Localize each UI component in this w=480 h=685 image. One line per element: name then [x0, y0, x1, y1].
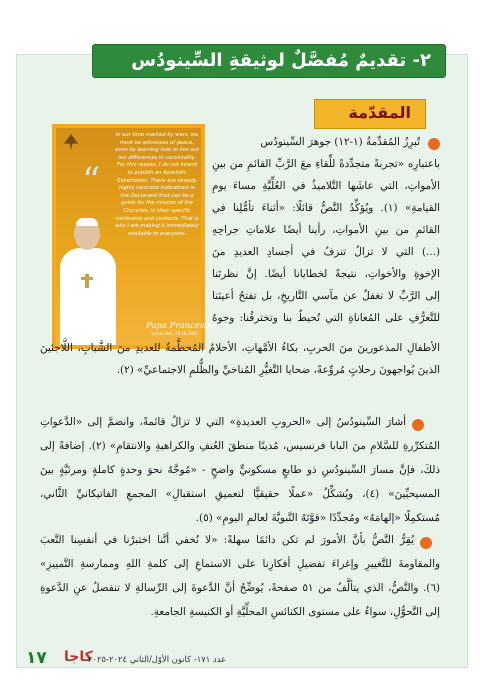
- paragraph-2-line: ذلكَ، فإنَّ مسارَ السِّينودُسِ ذو طابعٍ مسكونيٍّ واضحٍ - «مُوجَّهٌ نحوَ وحدةٍ كاملةٍ ومرئيَّةٍ بينَ: [40, 464, 440, 476]
- pope-quote-text: In our time marked by wars, we must be witnesses of peace, even by learning how to live out our differences in conviviality. For this reason, I do not intend to publish an Apostolic Exhortation. There are already highly concrete indications in the Document that can be a guide for the mission of the Churches, in their specific continents and contexts. That is why I am making it immediately available to everyone.: [115, 132, 199, 237]
- signature-caption: Synod Hall, 26.10.2024: [151, 331, 198, 336]
- paragraph-bullet-1: [428, 138, 440, 150]
- quote-card-inner: [56, 128, 215, 345]
- paragraph-3-line: يُقِرُّ النَّصُّ بأنَّ الأمورَ لم تكن دائمًا سهلةً: «لا نُخفي أنَّنا اختبرْنا في أنفسِنا التَّعبَ: [40, 534, 414, 546]
- quote-mark-icon: “: [82, 161, 101, 202]
- paragraph-3-line: والمقاومةَ للتَّغييرِ وإغراءَ تفضيلِ أفكارِنا على الاستماعِ إلى كلمةِ اللهِ وممارسةِ التَّمييزِ»: [40, 558, 440, 570]
- paragraph-1-line: الإخوةِ والأخواتِ، نتيجةً لخطايانا أيضًا. إنَّ نظرتَنا: [212, 268, 440, 280]
- dove-icon: [64, 134, 78, 150]
- paragraph-2-line: مُستكمِلًا «إلهامَهُ» ومُجدِّدًا «قوَّتَهُ النَّبويَّةَ لعالمِ اليومِ» (٥).: [195, 512, 440, 524]
- paragraph-bullet-3: [420, 537, 432, 549]
- paragraph-bullet-2: [412, 419, 424, 431]
- pope-robe: [60, 248, 116, 345]
- paragraph-1-line: (...) التي لا تزالُ تنزفُ في أجسادِ العديدِ منَ: [212, 246, 440, 258]
- paragraph-1-line: للتَّعرُّفِ على المُعاناةِ التي تُحيطُ بنا وتخترقُنا: وجوهُ: [212, 312, 440, 324]
- paragraph-1-line: تُبرِزُ المُقدِّمةُ (١-١٢) جوهرَ السِّينودُس: [260, 136, 420, 148]
- paragraph-1-line: القائمِ من بينِ الأمواتِ، رأينا أيضًا علاماتِ جراحِهِ: [212, 224, 440, 236]
- pope-cap: [76, 218, 98, 226]
- paragraph-1-line: باعتبارِه «تجربةً متجدِّدةً للِّقاءِ معَ الرَّبِّ القائمِ من بينِ: [212, 158, 440, 170]
- paragraph-1-line: الأطفالِ المذعورينَ منَ الحربِ، بكاءُ الأمَّهاتِ، الأحلامُ المُحطَّمةُ للعديدِ منَ الشَّبابِ، اللَّاجئينَ: [40, 342, 440, 354]
- pope-portrait: [56, 218, 118, 345]
- paragraph-2-line: أشارَ السِّينودُسُ إلى «الحروبِ العديدةِ» التي لا تزالُ قائمةً، وانضمَّ إلى «الدَّعواتِ: [40, 416, 406, 428]
- paragraph-3-line: إلى التَّحوُّلِ، سواءٌ على مستوى الكنائسِ المحلِّيَّةِ أو الكنيسةِ الجامعةِ.: [150, 606, 440, 618]
- pope-signature: Papa Francesco: [146, 321, 215, 331]
- paragraph-1-line: القيامةِ» (١). ويُؤكِّدُ النَّصُّ قائلًا: «أثناءَ تأمُّلِنا في: [212, 202, 440, 214]
- paragraph-3-line: (٦). والنَّصُّ، الذي يتألَّفُ من ٥١ صفحةً، يُوضِّحُ أنَّ الدَّعوةَ إلى الرِّسالةِ لا تنفصلُ عنِ الدَّعوةِ: [40, 582, 441, 594]
- pope-quote-card: [52, 124, 215, 349]
- page-footer: [22, 650, 462, 670]
- section-label-text: المقدّمة: [348, 103, 411, 122]
- page-number: ١٧: [26, 648, 47, 668]
- paragraph-2-line: المسيحيِّينَ» (٤)، ويُشكِّلُ «عملًا حقيقيًّا لتعميقِ استقبالِ» المجمعِ الفاتيكانيِّ الثَّاني،: [40, 488, 440, 500]
- page-title: ٢- تقديمٌ مُفصَّلٌ لوثيقةِ السِّينودُس: [131, 50, 431, 71]
- header-bar: [92, 44, 446, 78]
- paragraph-2-line: المُتكرِّرةِ للسَّلامِ منَ البابا فرنسيس، مُدينًا منطقَ العُنفِ والكراهيةِ والانتقامِ» (٢). إضافةً إلى: [40, 440, 440, 452]
- paragraph-1-line: الأمواتِ، التي عاشَها التَّلاميذُ في العُلِّيَّةِ مساءَ يومِ: [212, 180, 440, 192]
- pectoral-cross-icon: [85, 274, 89, 288]
- paragraph-1-line: إلى الرَّبِّ لا تغفلُ عن مآسي التَّاريخِ، بل تفتحُ أعينَنا: [212, 290, 440, 302]
- magazine-logo: كاجا: [64, 649, 93, 665]
- paragraph-1-line: الذينَ يُواجهونَ رحلاتٍ مُروِّعةً، ضحايا التَّغيُّرِ المُناخيِّ والظُّلمِ الاجتماعيِّ» (٢).: [116, 364, 440, 376]
- section-label: [314, 99, 426, 129]
- issue-info: عدد ١٧١- كانون الأوّل/الثاني ٢٠٢٤-٢٠٢٥: [88, 654, 227, 664]
